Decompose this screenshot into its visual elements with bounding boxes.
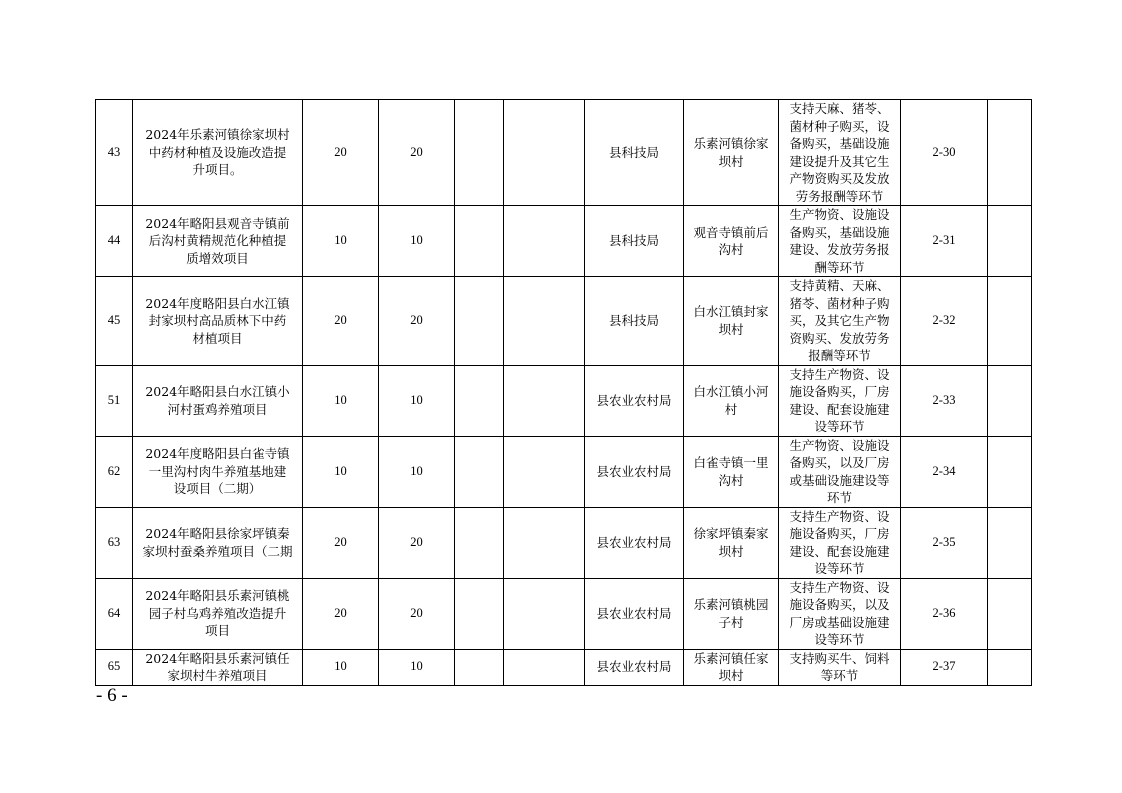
row-number: 45	[96, 277, 133, 366]
project-name: 2024年略阳县观音寺镇前 后沟村黄精规范化种植提 质增效项目	[133, 206, 303, 277]
responsible-department: 县农业农村局	[585, 365, 684, 436]
empty-cell	[455, 649, 504, 685]
empty-cell	[455, 507, 504, 578]
support-content: 生产物资、设施设 备购买，基础设施 建设、发放劳务报 酬等环节	[779, 206, 901, 277]
item-code: 2-34	[901, 436, 988, 507]
table-row	[96, 578, 1032, 649]
item-code: 2-35	[901, 507, 988, 578]
empty-cell	[504, 649, 585, 685]
implementation-location: 乐素河镇徐家 坝村	[684, 100, 779, 206]
empty-cell	[504, 578, 585, 649]
amount-cell: 20	[303, 277, 379, 366]
amount-cell: 20	[303, 100, 379, 206]
empty-cell	[455, 100, 504, 206]
support-content: 支持黄精、天麻、 猪苓、菌材种子购 买，及其它生产物 资购买、发放劳务 报酬等环节	[779, 277, 901, 366]
responsible-department: 县农业农村局	[585, 436, 684, 507]
empty-cell	[504, 507, 585, 578]
amount-cell: 10	[303, 365, 379, 436]
item-code: 2-30	[901, 100, 988, 206]
project-name: 2024年度略阳县白雀寺镇 一里沟村肉牛养殖基地建 设项目（二期）	[133, 436, 303, 507]
row-number: 44	[96, 206, 133, 277]
empty-cell	[504, 206, 585, 277]
project-name: 2024年略阳县白水江镇小 河村蛋鸡养殖项目	[133, 365, 303, 436]
item-code: 2-33	[901, 365, 988, 436]
page-number: - 6 -	[96, 685, 128, 706]
project-name: 2024年略阳县乐素河镇桃 园子村乌鸡养殖改造提升 项目	[133, 578, 303, 649]
table-row	[96, 206, 1032, 277]
amount-cell: 20	[379, 507, 455, 578]
table-row	[96, 365, 1032, 436]
implementation-location: 徐家坪镇秦家 坝村	[684, 507, 779, 578]
empty-cell	[455, 578, 504, 649]
table-row	[96, 507, 1032, 578]
project-name: 2024年略阳县乐素河镇任 家坝村牛养殖项目	[133, 649, 303, 685]
remark-cell	[988, 277, 1032, 366]
responsible-department: 县科技局	[585, 206, 684, 277]
amount-cell: 20	[303, 578, 379, 649]
support-content: 生产物资、设施设 备购买，以及厂房 或基础设施建设等 环节	[779, 436, 901, 507]
amount-cell: 20	[379, 100, 455, 206]
responsible-department: 县农业农村局	[585, 649, 684, 685]
amount-cell: 10	[379, 436, 455, 507]
empty-cell	[504, 100, 585, 206]
amount-cell: 20	[303, 507, 379, 578]
amount-cell: 20	[379, 277, 455, 366]
implementation-location: 白雀寺镇一里 沟村	[684, 436, 779, 507]
implementation-location: 观音寺镇前后 沟村	[684, 206, 779, 277]
implementation-location: 乐素河镇桃园 子村	[684, 578, 779, 649]
row-number: 63	[96, 507, 133, 578]
table-row	[96, 649, 1032, 685]
row-number: 64	[96, 578, 133, 649]
responsible-department: 县农业农村局	[585, 507, 684, 578]
empty-cell	[455, 365, 504, 436]
project-name: 2024年乐素河镇徐家坝村 中药材种植及设施改造提 升项目。	[133, 100, 303, 206]
amount-cell: 10	[379, 365, 455, 436]
row-number: 62	[96, 436, 133, 507]
empty-cell	[455, 436, 504, 507]
project-name: 2024年度略阳县白水江镇 封家坝村高品质林下中药 材植项目	[133, 277, 303, 366]
amount-cell: 10	[379, 206, 455, 277]
project-name: 2024年略阳县徐家坪镇秦 家坝村蚕桑养殖项目（二期	[133, 507, 303, 578]
amount-cell: 10	[379, 649, 455, 685]
row-number: 43	[96, 100, 133, 206]
implementation-location: 白水江镇小河 村	[684, 365, 779, 436]
project-table	[95, 99, 1032, 686]
amount-cell: 20	[379, 578, 455, 649]
table-body	[96, 100, 1032, 686]
item-code: 2-32	[901, 277, 988, 366]
row-number: 65	[96, 649, 133, 685]
support-content: 支持生产物资、设 施设备购买，厂房 建设、配套设施建 设等环节	[779, 507, 901, 578]
empty-cell	[504, 436, 585, 507]
support-content: 支持生产物资、设 施设备购买，以及 厂房或基础设施建 设等环节	[779, 578, 901, 649]
remark-cell	[988, 365, 1032, 436]
empty-cell	[504, 277, 585, 366]
amount-cell: 10	[303, 206, 379, 277]
amount-cell: 10	[303, 649, 379, 685]
responsible-department: 县科技局	[585, 100, 684, 206]
remark-cell	[988, 206, 1032, 277]
item-code: 2-31	[901, 206, 988, 277]
table-row	[96, 100, 1032, 206]
remark-cell	[988, 100, 1032, 206]
support-content: 支持生产物资、设 施设备购买，厂房 建设、配套设施建 设等环节	[779, 365, 901, 436]
item-code: 2-36	[901, 578, 988, 649]
row-number: 51	[96, 365, 133, 436]
table-row	[96, 277, 1032, 366]
implementation-location: 白水江镇封家 坝村	[684, 277, 779, 366]
item-code: 2-37	[901, 649, 988, 685]
empty-cell	[504, 365, 585, 436]
responsible-department: 县科技局	[585, 277, 684, 366]
support-content: 支持购买牛、饲料 等环节	[779, 649, 901, 685]
empty-cell	[455, 206, 504, 277]
responsible-department: 县农业农村局	[585, 578, 684, 649]
amount-cell: 10	[303, 436, 379, 507]
empty-cell	[455, 277, 504, 366]
table-row	[96, 436, 1032, 507]
remark-cell	[988, 578, 1032, 649]
support-content: 支持天麻、猪苓、 菌材种子购买，设 备购买，基础设施 建设提升及其它生 产物资购买及发放 劳务报酬等环节	[779, 100, 901, 206]
remark-cell	[988, 436, 1032, 507]
remark-cell	[988, 507, 1032, 578]
implementation-location: 乐素河镇任家 坝村	[684, 649, 779, 685]
remark-cell	[988, 649, 1032, 685]
